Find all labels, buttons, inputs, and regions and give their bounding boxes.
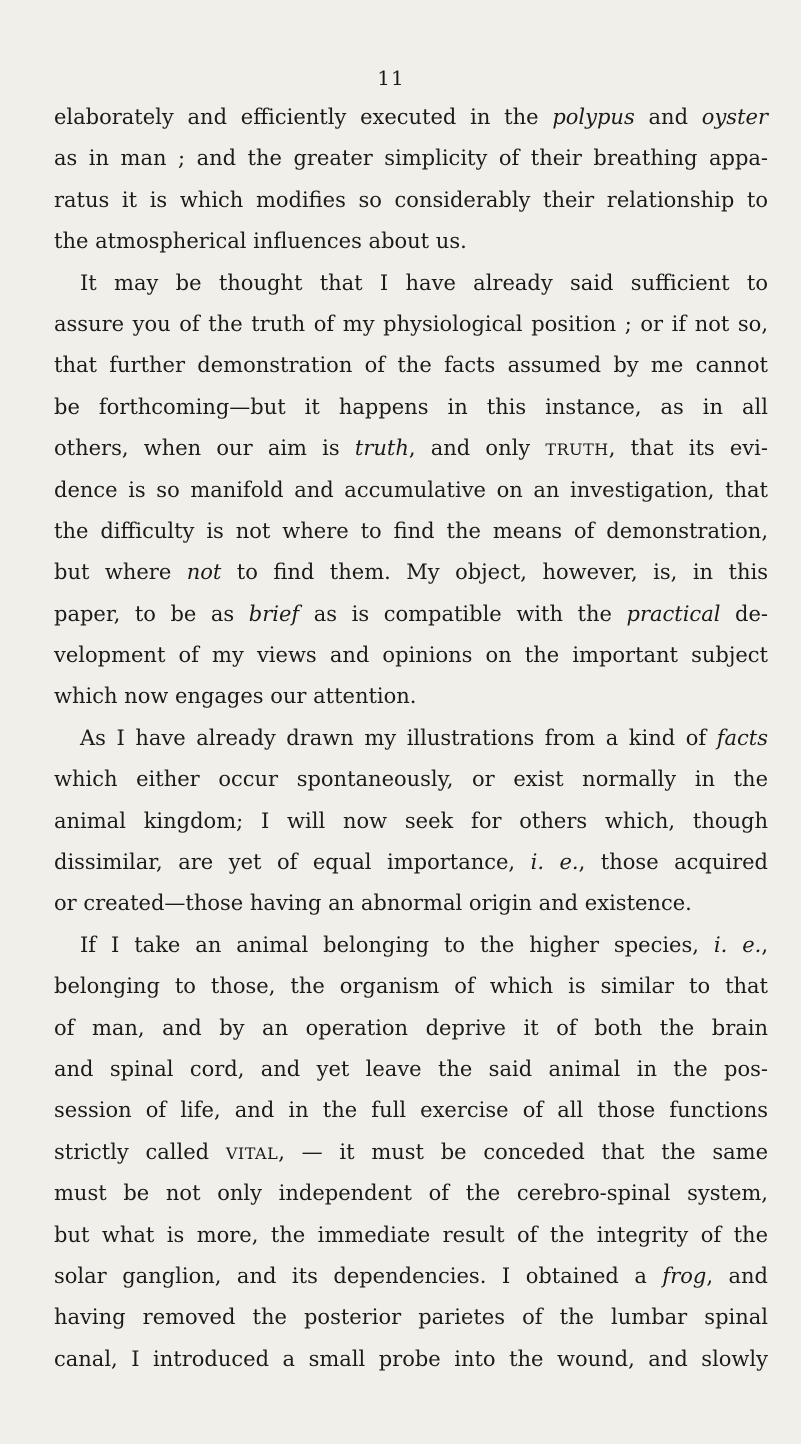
text-line: the difficulty is not where to find the means of demonstration, — [54, 518, 768, 543]
text-line: paper, to be as brief as is compatible with the practical de- — [54, 601, 768, 626]
italic-term: i. e. — [530, 850, 579, 875]
text-line: As I have already drawn my illustrations from a kind of facts — [80, 725, 768, 750]
text-line: dence is so manifold and accumulative on an investigation, that — [54, 477, 768, 502]
italic-term: polypus — [552, 105, 635, 129]
text-line: and spinal cord, and yet leave the said animal in the pos- — [54, 1056, 768, 1081]
text-line: belonging to those, the organism of which is similar to that — [54, 974, 768, 999]
small-caps-term: VITAL — [225, 1143, 279, 1163]
text-line: canal, I introduced a small probe into the wound, and slowly — [54, 1346, 768, 1371]
text-line: If I take an animal belonging to the higher species, i. e., — [80, 932, 768, 957]
text-line: dissimilar, are yet of equal importance, i. e., those acquired — [54, 850, 769, 875]
text-line: the atmospherical influences about us. — [54, 229, 467, 254]
text-line: velopment of my views and opinions on the important subject — [54, 643, 768, 668]
text-line: solar ganglion, and its dependencies. I obtained a frog, and — [54, 1263, 769, 1288]
text-line: session of life, and in the full exercise of all those functions — [54, 1098, 768, 1123]
text-line: be forthcoming—but it happens in this instance, as in all — [54, 394, 768, 419]
text-line: as in man ; and the greater simplicity of their breathing appa- — [54, 146, 768, 171]
text-line: which either occur spontaneously, or exist normally in the — [54, 767, 768, 792]
italic-term: frog — [662, 1263, 707, 1288]
text-line: assure you of the truth of my physiological position ; or if not so, — [54, 311, 768, 336]
italic-term: i. e. — [713, 932, 762, 957]
text-line: which now engages our attention. — [54, 684, 417, 709]
text-line: but what is more, the immediate result of the integrity of the — [54, 1222, 768, 1247]
text-line: or created—those having an abnormal origin and existence. — [54, 891, 692, 916]
small-caps-term: TRUTH — [545, 440, 609, 460]
italic-term: oyster — [701, 105, 768, 129]
text-line: but where not to find them. My object, however, is, in this — [54, 560, 768, 585]
italic-term: practical — [626, 601, 721, 626]
italic-term: brief — [248, 601, 300, 626]
italic-term: truth — [354, 436, 409, 461]
text-line: of man, and by an operation deprive it of both the brain — [54, 1015, 768, 1040]
text-line: It may be thought that I have already said sufficient to — [80, 270, 768, 295]
italic-term: not — [186, 560, 222, 585]
text-line: strictly called VITAL, — it must be conceded that the same — [54, 1139, 768, 1164]
text-line: must be not only independent of the cerebro-spinal system, — [54, 1181, 768, 1206]
italic-term: facts — [716, 725, 768, 750]
text-line: elaborately and efficiently executed in the polypus and oyster — [54, 105, 768, 129]
text-line: having removed the posterior parietes of the lumbar spinal — [54, 1305, 768, 1330]
page-number: 11 — [377, 66, 405, 90]
text-line: that further demonstration of the facts assumed by me cannot — [54, 353, 768, 378]
text-line: others, when our aim is truth, and only TRUTH, that its evi- — [54, 436, 768, 461]
text-line: animal kingdom; I will now seek for others which, though — [54, 808, 768, 833]
text-line: ratus it is which modifies so considerably their relationship to — [54, 187, 768, 212]
body-text — [54, 97, 768, 1380]
